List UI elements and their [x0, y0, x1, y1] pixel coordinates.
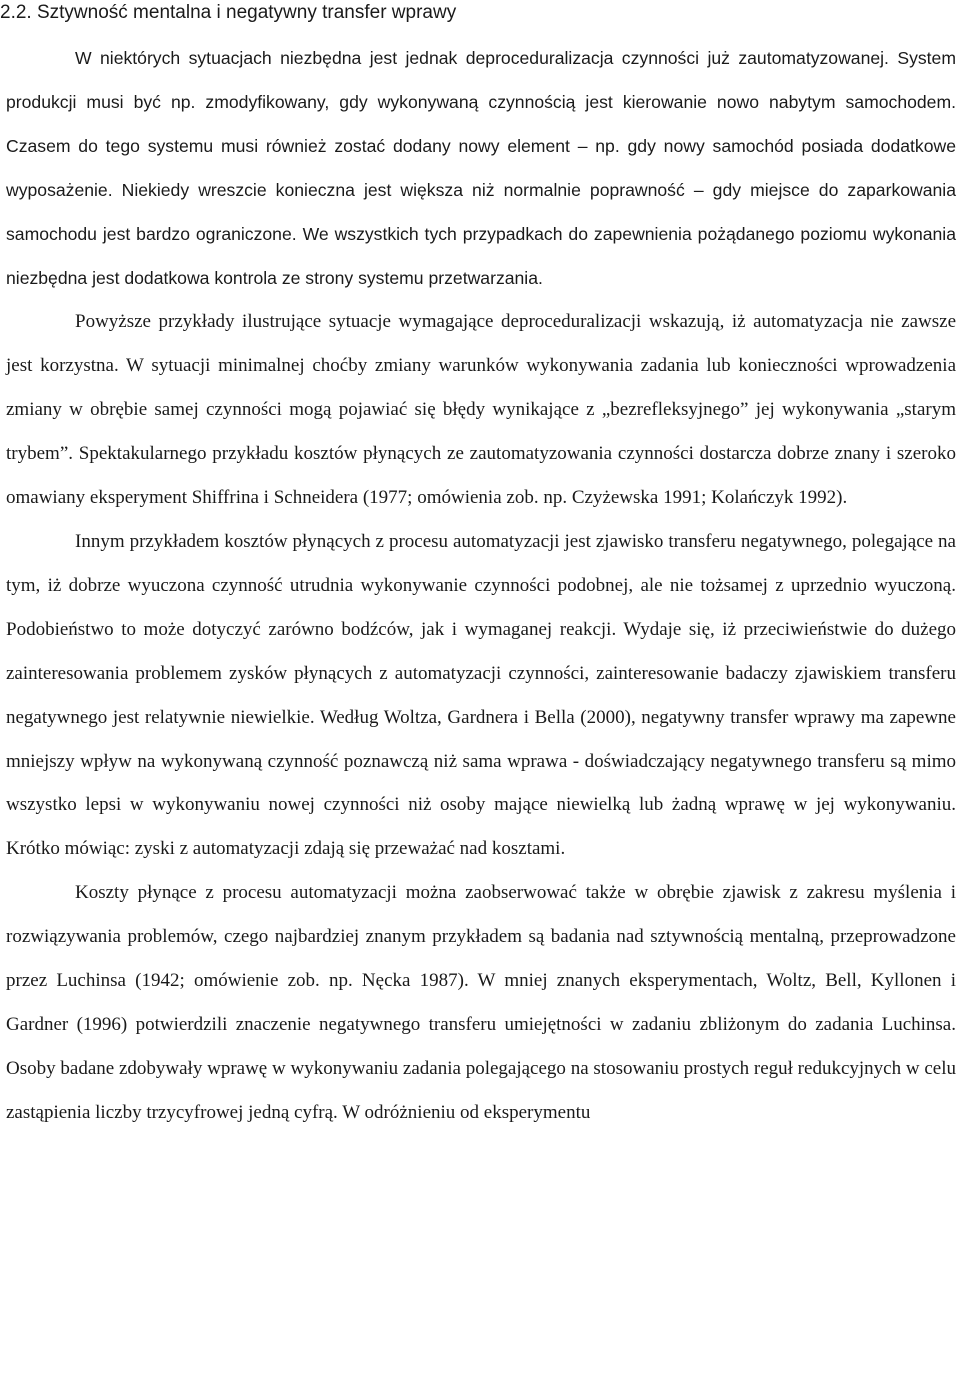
- body-text: [6, 37, 956, 1135]
- section-heading: 2.2. Sztywność mentalna i negatywny transfer wprawy: [0, 2, 457, 23]
- paragraph-mental-rigidity: Koszty płynące z procesu automatyzacji można zaobserwować także w obrębie zjawisk z zakresu myślenia i rozwiązywania problemów, czego najbardziej znanym przykładem są badania nad sztywnością mentalną, przeprowadzone przez Luchinsa (1942; omówienie zob. np. Nęcka 1987). W mniej znanych eksperymentach, Woltz, Bell, Kyllonen i Gardner (1996) potwierdzili znaczenie negatywnego transferu umiejętności w zadaniu zbliżonym do zadania Luchinsa. Osoby badane zdobywały wprawę w wykonywaniu zadania polegającego na stosowaniu prostych reguł redukcyjnych w celu zastąpienia liczby trzycyfrowej jedną cyfrą. W odróżnieniu od eksperymentu: [6, 882, 956, 1123]
- paragraph-negative-transfer: Innym przykładem kosztów płynących z procesu automatyzacji jest zjawisko transferu negatywnego, polegające na tym, iż dobrze wyuczona czynność utrudnia wykonywanie czynności podobnej, ale nie tożsamej z uprzednio wyuczoną. Podobieństwo to może dotyczyć zarówno bodźców, jak i wymaganej reakcji. Wydaje się, iż przeciwieństwie do dużego zainteresowania problemem zysków płynących z automatyzacji czynności, zainteresowanie badaczy zjawiskiem transferu negatywnego jest relatywnie niewielkie. Według Woltza, Gardnera i Bella (2000), negatywny transfer wprawy ma zapewne mniejszy wpływ na wykonywaną czynność poznawczą niż sama wprawa - doświadczający negatywnego transferu są mimo wszystko lepsi w wykonywaniu nowej czynności niż osoby mające niewielką lub żadną wprawę w jej wykonywaniu. Krótko mówiąc: zyski z automatyzacji zdają się przeważać nad kosztami.: [6, 530, 956, 860]
- paragraph-automation-costs: Powyższe przykłady ilustrujące sytuacje wymagające deproceduralizacji wskazują, iż automatyzacja nie zawsze jest korzystna. W sytuacji minimalnej choćby zmiany warunków wykonywania zadania lub konieczności wprowadzenia zmiany w obrębie samej czynności mogą pojawiać się błędy wynikające z „bezrefleksyjnego” jej wykonywania „starym trybem”. Spektakularnego przykładu kosztów płynących ze zautomatyzowania czynności dostarcza dobrze znany i szeroko omawiany eksperyment Shiffrina i Schneidera (1977; omówienia zob. np. Czyżewska 1991; Kolańczyk 1992).: [6, 311, 956, 509]
- paragraph-deproceduralization: W niektórych sytuacjach niezbędna jest jednak deproceduralizacja czynności już zautomatyzowanej. System produkcji musi być np. zmodyfikowany, gdy wykonywaną czynnością jest kierowanie nowo nabytym samochodem. Czasem do tego systemu musi również zostać dodany nowy element – np. gdy nowy samochód posiada dodatkowe wyposażenie. Niekiedy wreszcie konieczna jest większa niż normalnie poprawność – gdy miejsce do zaparkowania samochodu jest bardzo ograniczone. We wszystkich tych przypadkach do zapewnienia pożądanego poziomu wykonania niezbędna jest dodatkowa kontrola ze strony systemu przetwarzania.: [6, 48, 956, 288]
